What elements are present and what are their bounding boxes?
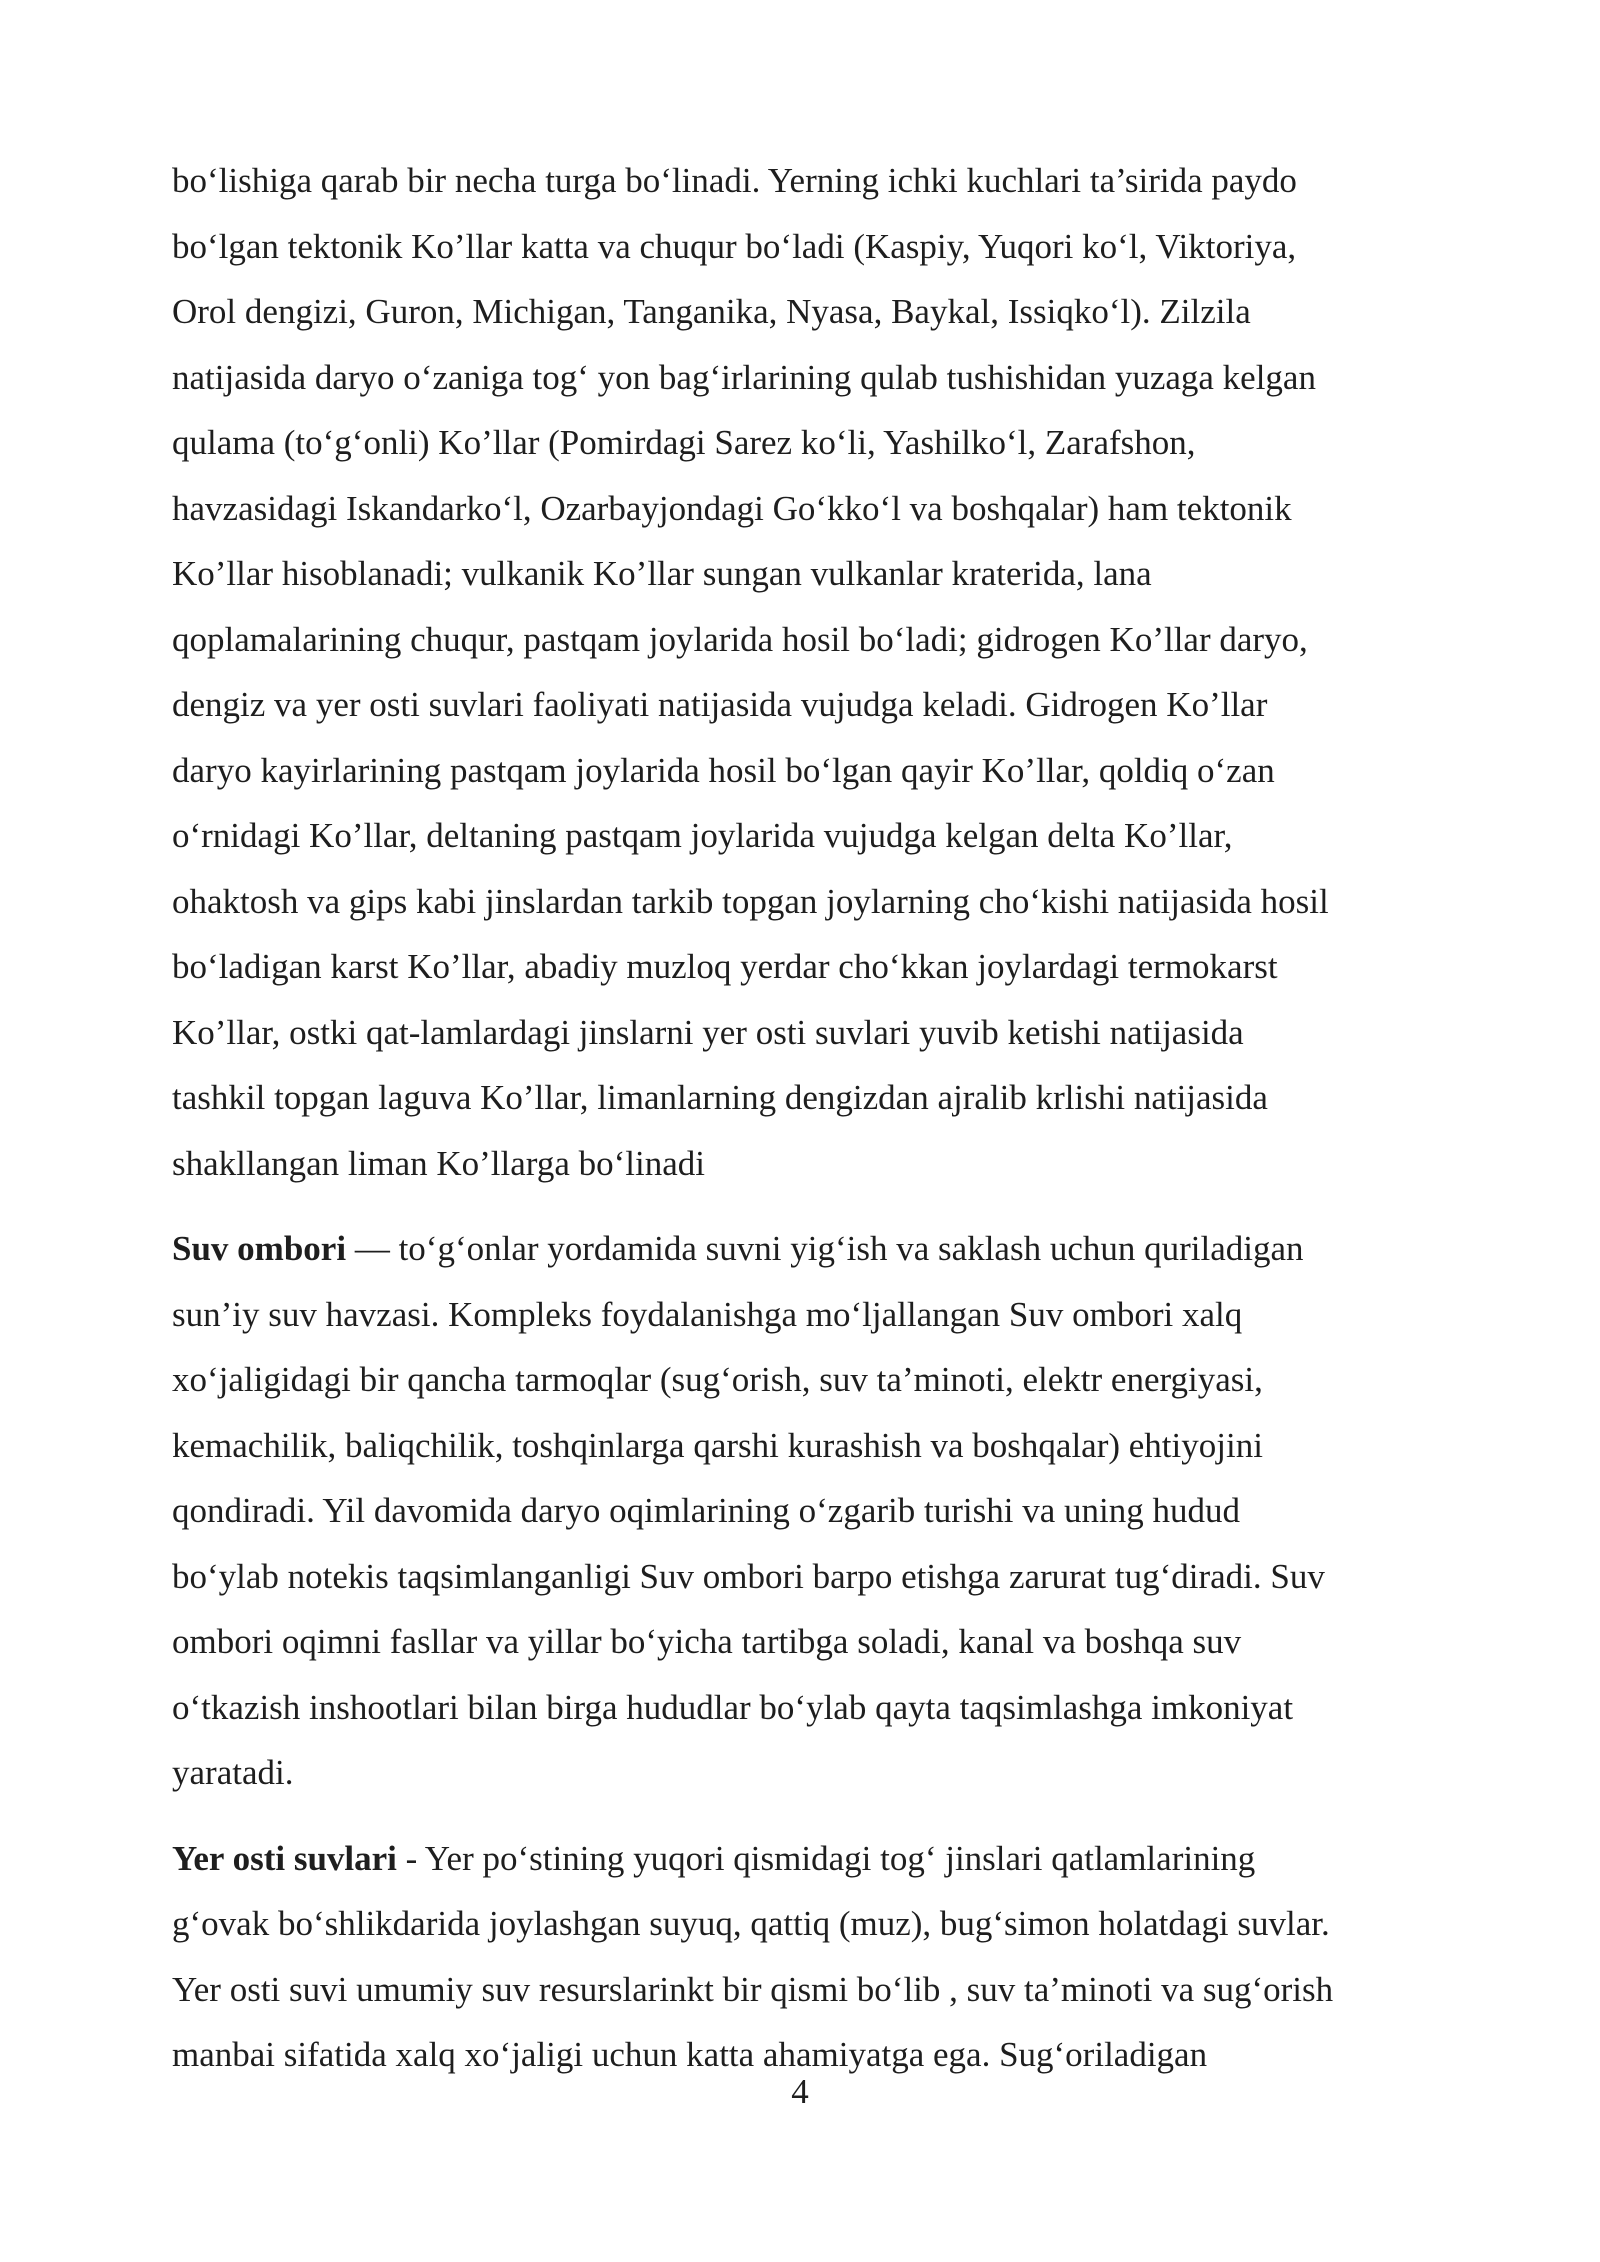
text-line: ohaktosh va gips kabi jinslardan tarkib topgan joylarning cho‘kishi natijasida hosil — [172, 881, 1329, 921]
page-number: 4 — [791, 2072, 809, 2111]
paragraph-groundwater — [172, 1826, 1452, 2088]
paragraph-lakes — [172, 148, 1452, 1196]
document-body — [172, 148, 1452, 2088]
text-line: shakllangan liman Ko’llarga bo‘linadi — [172, 1143, 705, 1183]
text-line: g‘ovak bo‘shlikdarida joylashgan suyuq, qattiq (muz), bug‘simon holatdagi suvlar. — [172, 1904, 1330, 1943]
text-line: dengiz va yer osti suvlari faoliyati natijasida vujudga keladi. Gidrogen Ko’llar — [172, 685, 1268, 724]
text-line: qoplamalarining chuqur, pastqam joylarida hosil bo‘ladi; gidrogen Ko’llar daryo, — [172, 619, 1308, 659]
text-line: daryo kayirlarining pastqam joylarida hosil bo‘lgan qayir Ko’llar, qoldiq o‘zan — [172, 750, 1275, 790]
text-line: bo‘lishiga qarab bir necha turga bo‘linadi. Yerning ichki kuchlari ta’sirida paydo — [172, 161, 1297, 200]
term-definition-start: — to‘g‘onlar yordamida suvni yig‘ish va saklash uchun quriladigan — [346, 1229, 1304, 1268]
text-line: kemachilik, baliqchilik, toshqinlarga qarshi kurashish va boshqalar) ehtiyojini — [172, 1425, 1263, 1465]
text-line: qondiradi. Yil davomida daryo oqimlarining o‘zgarib turishi va uning hudud — [172, 1491, 1240, 1530]
text-line: natijasida daryo o‘zaniga tog‘ yon bag‘irlarining qulab tushishidan yuzaga kelgan — [172, 357, 1316, 397]
text-line: havzasidagi Iskandarko‘l, Ozarbayjondagi Go‘kko‘l va boshqalar) ham tektonik — [172, 488, 1292, 528]
paragraph-spacer — [172, 1806, 1452, 1826]
text-line: o‘tkazish inshootlari bilan birga hududlar bo‘ylab qayta taqsimlashga imkoniyat — [172, 1687, 1294, 1727]
text-line: Ko’llar hisoblanadi; vulkanik Ko’llar sungan vulkanlar kraterida, lana — [172, 554, 1152, 593]
text-line: qulama (to‘g‘onli) Ko’llar (Pomirdagi Sarez ko‘li, Yashilko‘l, Zarafshon, — [172, 423, 1196, 462]
text-line: xo‘jaligidagi bir qancha tarmoqlar (sug‘orish, suv ta’minoti, elektr energiyasi, — [172, 1360, 1263, 1399]
text-line: ombori oqimni fasllar va yillar bo‘yicha tartibga soladi, kanal va boshqa suv — [172, 1622, 1242, 1661]
text-line: o‘rnidagi Ko’llar, deltaning pastqam joylarida vujudga kelgan delta Ko’llar, — [172, 816, 1233, 855]
paragraph-reservoir — [172, 1216, 1452, 1806]
term-heading: Suv ombori — [172, 1229, 347, 1268]
text-line: bo‘ylab notekis taqsimlanganligi Suv ombori barpo etishga zarurat tug‘diradi. Suv — [172, 1556, 1325, 1596]
paragraph-spacer — [172, 1196, 1452, 1216]
term-heading: Yer osti suvlari — [172, 1838, 397, 1878]
text-line: bo‘lgan tektonik Ko’llar katta va chuqur bo‘ladi (Kaspiy, Yuqori ko‘l, Viktoriya, — [172, 226, 1297, 266]
term-definition-start: - Yer po‘stining yuqori qismidagi tog‘ jinslari qatlamlarining — [396, 1838, 1256, 1878]
text-line: tashkil topgan laguva Ko’llar, limanlarning dengizdan ajralib krlishi natijasida — [172, 1078, 1268, 1117]
text-line: Yer osti suvi umumiy suv resurslarinkt bir qismi bo‘lib , suv ta’minoti va sug‘orish — [172, 1969, 1334, 2009]
text-line: Orol dengizi, Guron, Michigan, Tanganika, Nyasa, Baykal, Issiqko‘l). Zilzila — [172, 292, 1251, 331]
text-line — [172, 1826, 1452, 1892]
text-line: Ko’llar, ostki qat-lamlardagi jinslarni yer osti suvlari yuvib ketishi natijasida — [172, 1012, 1244, 1052]
text-line: bo‘ladigan karst Ko’llar, abadiy muzloq yerdar cho‘kkan joylardagi termokarst — [172, 947, 1278, 986]
text-line: yaratadi. — [172, 1753, 294, 1792]
text-line: manbai sifatida xalq xo‘jaligi uchun katta ahamiyatga ega. Sug‘oriladigan — [172, 2035, 1208, 2074]
text-line: sun’iy suv havzasi. Kompleks foydalanishga mo‘ljallangan Suv ombori xalq — [172, 1294, 1243, 1334]
text-line — [172, 1216, 1452, 1282]
